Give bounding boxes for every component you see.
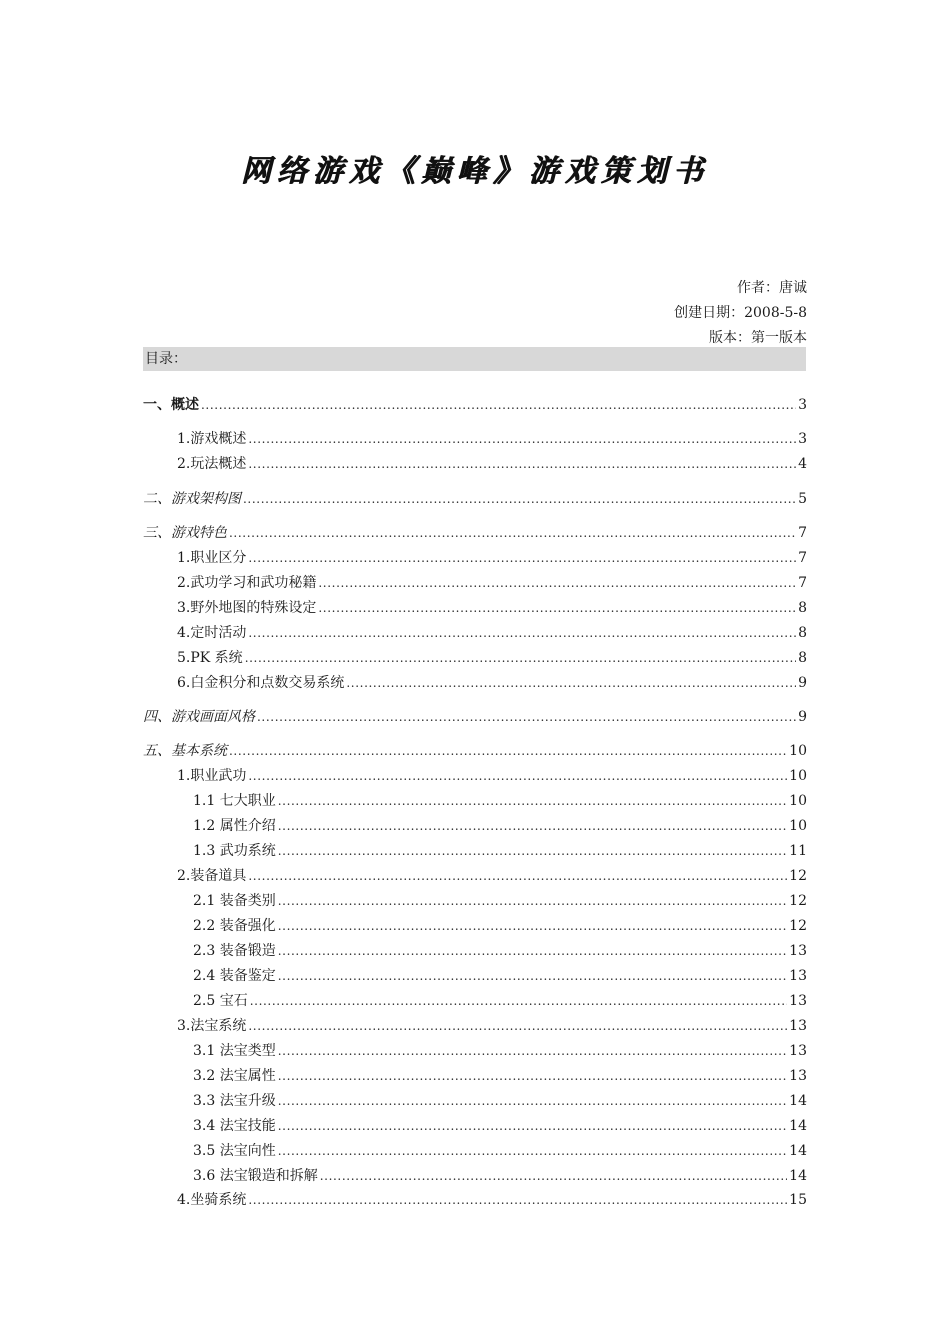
toc-header: 目录：	[143, 347, 806, 371]
toc-entry-page: 9	[798, 709, 807, 725]
toc-entry-label: 2.武功学习和武功秘籍	[177, 575, 317, 591]
toc-leader-dots	[243, 489, 796, 509]
toc-leader-dots	[278, 916, 787, 936]
toc-entry-page: 7	[798, 525, 807, 541]
toc-leader-dots	[201, 395, 796, 415]
toc-entry[interactable]	[177, 623, 807, 643]
toc-leader-dots	[318, 573, 796, 593]
toc-entry-page: 12	[789, 893, 807, 909]
toc-entry[interactable]	[193, 916, 807, 936]
toc-entry-page: 15	[789, 1192, 807, 1208]
toc-entry[interactable]	[193, 1166, 807, 1186]
toc-entry-label: 2.2 装备强化	[193, 918, 276, 934]
toc-entry-label: 3.法宝系统	[177, 1018, 247, 1034]
toc-entry[interactable]	[193, 1116, 807, 1136]
toc-leader-dots	[248, 1016, 787, 1036]
author-line: 作者：唐诚	[737, 280, 807, 296]
toc-entry[interactable]	[193, 791, 807, 811]
toc-leader-dots	[278, 891, 787, 911]
toc-leader-dots	[346, 673, 796, 693]
toc-leader-dots	[248, 1190, 787, 1210]
toc-entry[interactable]	[143, 707, 807, 727]
toc-leader-dots	[248, 429, 796, 449]
toc-entry[interactable]	[193, 1066, 807, 1086]
toc-leader-dots	[248, 454, 796, 474]
toc-entry-page: 7	[798, 550, 807, 566]
toc-leader-dots	[250, 991, 787, 1011]
toc-entry-label: 2.玩法概述	[177, 456, 247, 472]
toc-leader-dots	[229, 523, 796, 543]
toc-leader-dots	[248, 866, 787, 886]
toc-leader-dots	[278, 941, 787, 961]
toc-entry-page: 14	[789, 1143, 807, 1159]
toc-entry[interactable]	[177, 1190, 807, 1210]
toc-entry[interactable]	[143, 489, 807, 509]
toc-entry-page: 13	[789, 968, 807, 984]
toc-entry[interactable]	[193, 891, 807, 911]
toc-entry-page: 7	[798, 575, 807, 591]
toc-entry-label: 1.职业区分	[177, 550, 247, 566]
toc-entry[interactable]	[177, 429, 807, 449]
toc-entry-label: 3.3 法宝升级	[193, 1093, 276, 1109]
toc-entry-page: 13	[789, 1068, 807, 1084]
toc-leader-dots	[278, 841, 787, 861]
toc-entry-label: 1.3 武功系统	[193, 843, 276, 859]
toc-entry-page: 10	[789, 743, 807, 759]
toc-entry-page: 14	[789, 1168, 807, 1184]
toc-entry-page: 13	[789, 1018, 807, 1034]
created-date-line: 创建日期：2008-5-8	[674, 305, 807, 321]
toc-entry[interactable]	[177, 866, 807, 886]
toc-entry[interactable]	[143, 741, 807, 761]
toc-entry[interactable]	[193, 841, 807, 861]
toc-entry[interactable]	[177, 454, 807, 474]
toc-entry-page: 14	[789, 1093, 807, 1109]
toc-entry-label: 3.4 法宝技能	[193, 1118, 276, 1134]
toc-leader-dots	[278, 1091, 787, 1111]
toc-entry-label: 3.2 法宝属性	[193, 1068, 276, 1084]
toc-entry-page: 10	[789, 768, 807, 784]
toc-entry-page: 8	[798, 600, 807, 616]
toc-leader-dots	[229, 741, 787, 761]
toc-entry-label: 2.5 宝石	[193, 993, 248, 1009]
toc-entry-label: 5.PK 系统	[177, 650, 243, 666]
toc-leader-dots	[278, 1041, 787, 1061]
toc-entry[interactable]	[193, 1041, 807, 1061]
toc-entry-page: 13	[789, 943, 807, 959]
toc-entry-page: 12	[789, 918, 807, 934]
document-title: 网络游戏《巅峰》游戏策划书	[241, 154, 709, 189]
toc-entry[interactable]	[193, 991, 807, 1011]
toc-entry-page: 11	[789, 843, 807, 859]
toc-entry-page: 8	[798, 625, 807, 641]
toc-leader-dots	[278, 816, 787, 836]
toc-leader-dots	[245, 648, 796, 668]
toc-leader-dots	[318, 598, 796, 618]
toc-entry-page: 5	[798, 491, 807, 507]
toc-leader-dots	[248, 766, 787, 786]
toc-entry-label: 1.2 属性介绍	[193, 818, 276, 834]
toc-entry-label: 4.坐骑系统	[177, 1192, 247, 1208]
toc-entry[interactable]	[177, 648, 807, 668]
toc-leader-dots	[248, 548, 796, 568]
toc-entry[interactable]	[177, 766, 807, 786]
toc-entry-label: 3.6 法宝锻造和拆解	[193, 1168, 318, 1184]
toc-entry-label: 2.1 装备类别	[193, 893, 276, 909]
toc-entry-label: 1.1 七大职业	[193, 793, 276, 809]
toc-entry-label: 三、游戏特色	[143, 525, 227, 541]
toc-leader-dots	[278, 1066, 787, 1086]
toc-entry[interactable]	[193, 816, 807, 836]
toc-leader-dots	[320, 1166, 787, 1186]
toc-leader-dots	[278, 966, 787, 986]
toc-entry-label: 二、游戏架构图	[143, 491, 241, 507]
toc-leader-dots	[278, 1116, 787, 1136]
toc-entry-label: 五、基本系统	[143, 743, 227, 759]
toc-entry[interactable]	[193, 966, 807, 986]
toc-entry[interactable]	[193, 1141, 807, 1161]
toc-entry[interactable]	[143, 523, 807, 543]
toc-entry-label: 6.白金积分和点数交易系统	[177, 675, 345, 691]
toc-entry-page: 3	[798, 397, 807, 413]
toc-entry-page: 10	[789, 818, 807, 834]
toc-entry-page: 10	[789, 793, 807, 809]
toc-entry-page: 3	[798, 431, 807, 447]
version-line: 版本：第一版本	[709, 330, 807, 346]
toc-entry-label: 3.5 法宝向性	[193, 1143, 276, 1159]
toc-entry-label: 四、游戏画面风格	[143, 709, 255, 725]
toc-entry[interactable]	[143, 395, 807, 415]
toc-entry[interactable]	[177, 673, 807, 693]
toc-entry-page: 13	[789, 993, 807, 1009]
toc-entry-label: 2.装备道具	[177, 868, 247, 884]
toc-entry-label: 3.野外地图的特殊设定	[177, 600, 317, 616]
toc-entry-label: 一、概述	[143, 397, 199, 413]
toc-entry-label: 1.游戏概述	[177, 431, 247, 447]
toc-entry-label: 3.1 法宝类型	[193, 1043, 276, 1059]
toc-entry-label: 4.定时活动	[177, 625, 247, 641]
toc-entry-page: 9	[798, 675, 807, 691]
toc-entry-page: 8	[798, 650, 807, 666]
toc-leader-dots	[257, 707, 796, 727]
toc-entry[interactable]	[177, 573, 807, 593]
toc-entry[interactable]	[193, 1091, 807, 1111]
toc-entry-label: 2.4 装备鉴定	[193, 968, 276, 984]
toc-entry-label: 1.职业武功	[177, 768, 247, 784]
toc-entry-page: 12	[789, 868, 807, 884]
toc-entry-page: 14	[789, 1118, 807, 1134]
toc-entry[interactable]	[177, 548, 807, 568]
toc-entry-label: 2.3 装备锻造	[193, 943, 276, 959]
toc-leader-dots	[248, 623, 796, 643]
toc-entry[interactable]	[177, 598, 807, 618]
toc-entry[interactable]	[193, 941, 807, 961]
toc-entry[interactable]	[177, 1016, 807, 1036]
toc-entry-page: 4	[798, 456, 807, 472]
toc-leader-dots	[278, 791, 787, 811]
toc-leader-dots	[278, 1141, 787, 1161]
toc-entry-page: 13	[789, 1043, 807, 1059]
